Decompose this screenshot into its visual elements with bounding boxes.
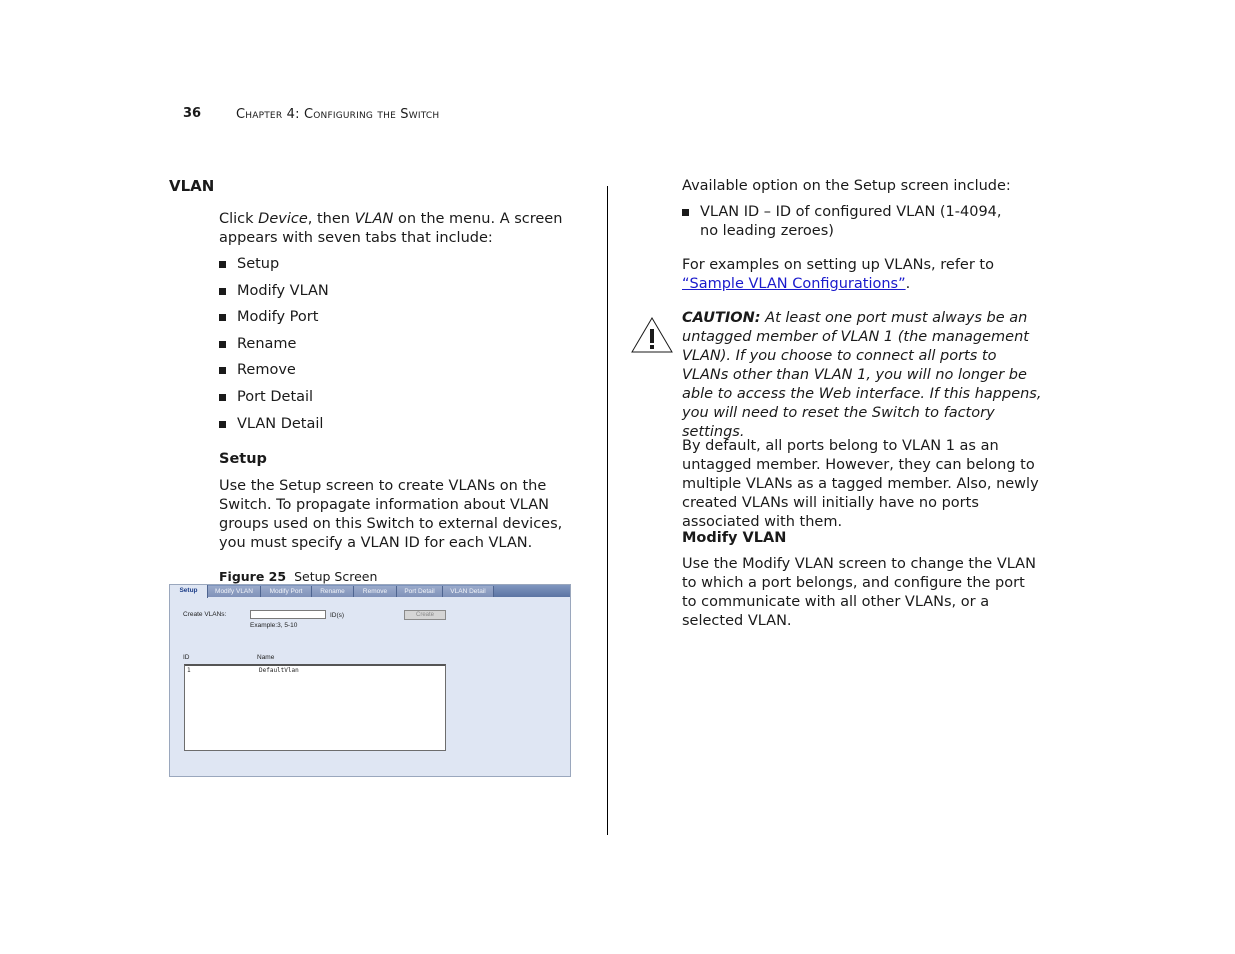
- list-item-label: Setup: [237, 256, 280, 272]
- intro-text-3: on the menu. A screen appears with seven tabs that include:: [219, 211, 563, 246]
- list-item-label: Modify Port: [237, 309, 319, 326]
- list-item: [219, 335, 329, 362]
- setup-heading: Setup: [219, 451, 267, 467]
- figure-title: Setup Screen: [294, 569, 378, 584]
- bullet-icon: [219, 261, 226, 268]
- caution-text: At least one port must always be an untagged member of VLAN 1 (the management VLAN). If you choose to connect all ports to VLANs other than VLAN 1, you will no longer be able to access the Web interface. If this happens, you will need to reset the Switch to factory settings.: [682, 310, 1042, 440]
- figure-label: Figure 25: [219, 569, 287, 584]
- list-item: [219, 308, 329, 335]
- ids-suffix: ID(s): [330, 612, 345, 619]
- list-item-label: Rename: [237, 335, 297, 352]
- list-item: [219, 282, 329, 309]
- examples-paragraph: [682, 256, 1042, 294]
- bullet-icon: [219, 341, 226, 348]
- section-title: VLAN: [169, 177, 215, 195]
- example-hint: Example:3, 5-10: [250, 622, 298, 629]
- caution-label: CAUTION:: [682, 310, 761, 326]
- bullet-icon: [219, 394, 226, 401]
- list-item: [219, 255, 329, 282]
- tab-port-detail[interactable]: Port Detail: [397, 586, 443, 597]
- vlan-list[interactable]: [184, 664, 446, 751]
- create-button[interactable]: Create: [404, 610, 446, 620]
- page-number: 36: [183, 106, 202, 121]
- bullet-icon: [682, 209, 689, 216]
- intro-vlan: VLAN: [354, 211, 394, 227]
- caution-paragraph: [682, 309, 1042, 442]
- bullet-icon: [219, 421, 226, 428]
- examples-end: .: [905, 276, 911, 292]
- setup-paragraph: Use the Setup screen to create VLANs on the Switch. To propagate information about VLAN groups used on this Switch to external devices, you must specify a VLAN ID for each VLAN.: [219, 478, 563, 551]
- column-divider: [607, 186, 608, 835]
- list-item: [219, 415, 329, 442]
- option-vlan-id: VLAN ID – ID of configured VLAN (1-4094, no leading zeroes): [700, 204, 1002, 239]
- modify-vlan-paragraph: Use the Modify VLAN screen to change the VLAN to which a port belongs, and configure the port to communicate with all other VLANs, or a selected VLAN.: [682, 556, 1036, 629]
- bullet-icon: [219, 367, 226, 374]
- column-header-id: ID: [183, 654, 190, 661]
- tab-setup[interactable]: Setup: [170, 585, 208, 598]
- list-item-label: Port Detail: [237, 388, 314, 405]
- list-item-label: Remove: [237, 362, 296, 379]
- bullet-icon: [219, 314, 226, 321]
- vlan-ids-input[interactable]: [250, 610, 326, 619]
- options-intro: Available option on the Setup screen include:: [682, 178, 1011, 194]
- intro-paragraph: [219, 210, 579, 248]
- sample-vlan-configurations-link[interactable]: “Sample VLAN Configurations”: [682, 276, 906, 292]
- modify-vlan-heading: Modify VLAN: [682, 530, 787, 546]
- create-vlans-label: Create VLANs:: [183, 611, 227, 618]
- intro-text-2: , then: [307, 211, 355, 227]
- list-item-label: Modify VLAN: [237, 282, 329, 299]
- setup-screen-figure: [169, 584, 571, 777]
- list-item: [219, 361, 329, 388]
- tab-rename[interactable]: Rename: [312, 586, 354, 597]
- tab-modify-vlan[interactable]: Modify VLAN: [208, 586, 261, 597]
- bullet-icon: [219, 288, 226, 295]
- figure-caption: [219, 569, 377, 584]
- default-paragraph: By default, all ports belong to VLAN 1 as an untagged member. However, they can belong to multiple VLANs as a tagged member. Also, newly created VLANs will initially have no ports associated with them.: [682, 438, 1039, 530]
- options-list-item: [682, 203, 1022, 241]
- tab-modify-port[interactable]: Modify Port: [261, 586, 312, 597]
- intro-text-1: Click: [219, 211, 259, 227]
- chapter-title: Chapter 4: Configuring the Switch: [236, 107, 440, 122]
- column-header-name: Name: [257, 654, 275, 661]
- tab-remove[interactable]: Remove: [354, 586, 397, 597]
- vlan-row-id: 1: [187, 667, 191, 674]
- list-item-label: VLAN Detail: [237, 415, 324, 432]
- vlan-row-name: DefaultVlan: [259, 667, 299, 674]
- examples-text: For examples on setting up VLANs, refer to: [682, 257, 994, 273]
- intro-device: Device: [258, 211, 308, 227]
- caution-icon: [631, 316, 673, 354]
- tabs-bullet-list: [219, 255, 329, 441]
- tab-vlan-detail[interactable]: VLAN Detail: [443, 586, 494, 597]
- list-item: [219, 388, 329, 415]
- tab-bar: [170, 585, 570, 597]
